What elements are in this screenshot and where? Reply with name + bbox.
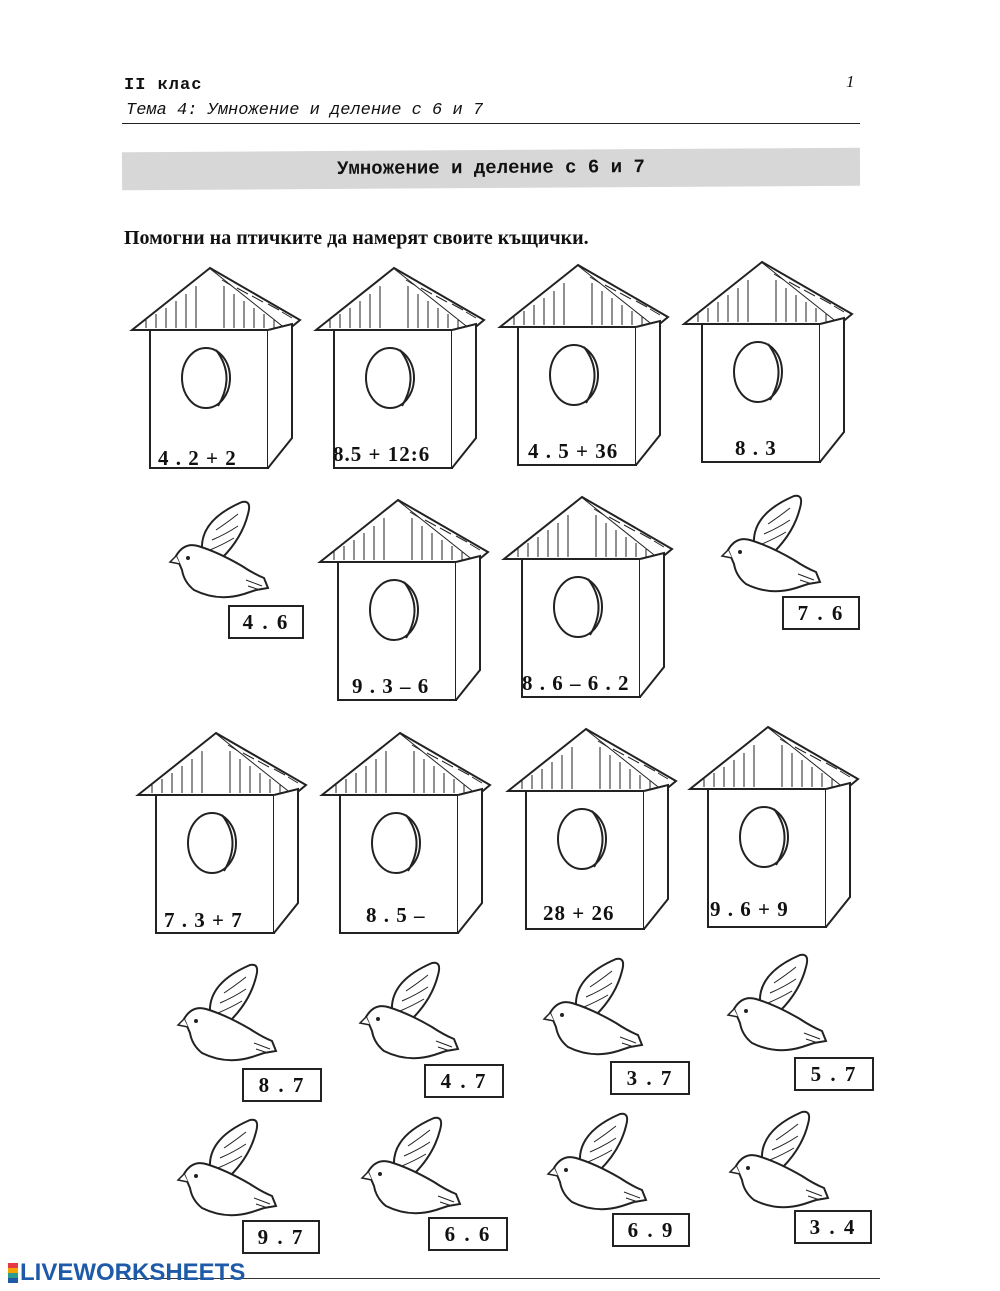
bird-5 — [544, 959, 642, 1054]
birdhouse-expression: 4 . 5 + 36 — [528, 439, 619, 463]
bird-7 — [178, 1120, 276, 1215]
birdhouse-4 — [684, 262, 852, 462]
bird-answer-box[interactable]: 9 . 7 — [242, 1220, 320, 1254]
bird-answer-box[interactable]: 8 . 7 — [242, 1068, 322, 1102]
birdhouse-expression: 9 . 6 + 9 — [710, 897, 789, 921]
grade-label: II клас — [124, 76, 203, 95]
page-number: 1 — [846, 72, 855, 91]
birdhouse-9 — [508, 729, 676, 929]
birdhouse-3 — [500, 265, 668, 465]
bird-10 — [730, 1112, 828, 1207]
birdhouse-expression: 8 . 6 – 6 . 2 — [522, 671, 630, 695]
liveworksheets-logo[interactable] — [8, 1260, 245, 1286]
bird-answer-box[interactable]: 3 . 4 — [794, 1210, 872, 1244]
birdhouse-5 — [320, 500, 488, 700]
birdhouse-expression: 9 . 3 – 6 — [352, 674, 430, 698]
birdhouse-expression: 8 . 3 — [735, 436, 777, 460]
birdhouse-expression: 28 + 26 — [543, 901, 615, 925]
birdhouse-expression: 8 . 5 – — [366, 903, 426, 927]
bird-answer-box[interactable]: 4 . 6 — [228, 605, 304, 639]
topic-label: Тема 4: Умножение и деление с 6 и 7 — [126, 101, 484, 120]
bird-answer-box[interactable]: 3 . 7 — [610, 1061, 690, 1095]
bird-9 — [548, 1114, 646, 1209]
bird-4 — [360, 963, 458, 1058]
birdhouse-expression: 8.5 + 12:6 — [333, 442, 431, 466]
bird-answer-box[interactable]: 7 . 6 — [782, 596, 860, 630]
bird-2 — [722, 496, 820, 591]
bird-3 — [178, 965, 276, 1060]
instruction-text: Помогни на птичките да намерят своите къщички. — [124, 227, 589, 249]
bird-1 — [170, 502, 268, 597]
birdhouse-expression: 4 . 2 + 2 — [158, 446, 237, 470]
liveworksheets-wordmark: LIVEWORKSHEETS — [20, 1259, 246, 1286]
birdhouse-6 — [504, 497, 672, 697]
birdhouse-1 — [132, 268, 300, 468]
liveworksheets-icon — [8, 1263, 18, 1283]
birdhouse-expression: 7 . 3 + 7 — [164, 908, 243, 932]
birdhouse-7 — [138, 733, 306, 933]
bird-8 — [362, 1118, 460, 1213]
birdhouse-2 — [316, 268, 484, 468]
bird-answer-box[interactable]: 4 . 7 — [424, 1064, 504, 1098]
bird-6 — [728, 955, 826, 1050]
bird-answer-box[interactable]: 6 . 6 — [428, 1217, 508, 1251]
bird-answer-box[interactable]: 5 . 7 — [794, 1057, 874, 1091]
page-title: Умножение и деление с 6 и 7 — [336, 156, 645, 180]
bird-answer-box[interactable]: 6 . 9 — [612, 1213, 690, 1247]
